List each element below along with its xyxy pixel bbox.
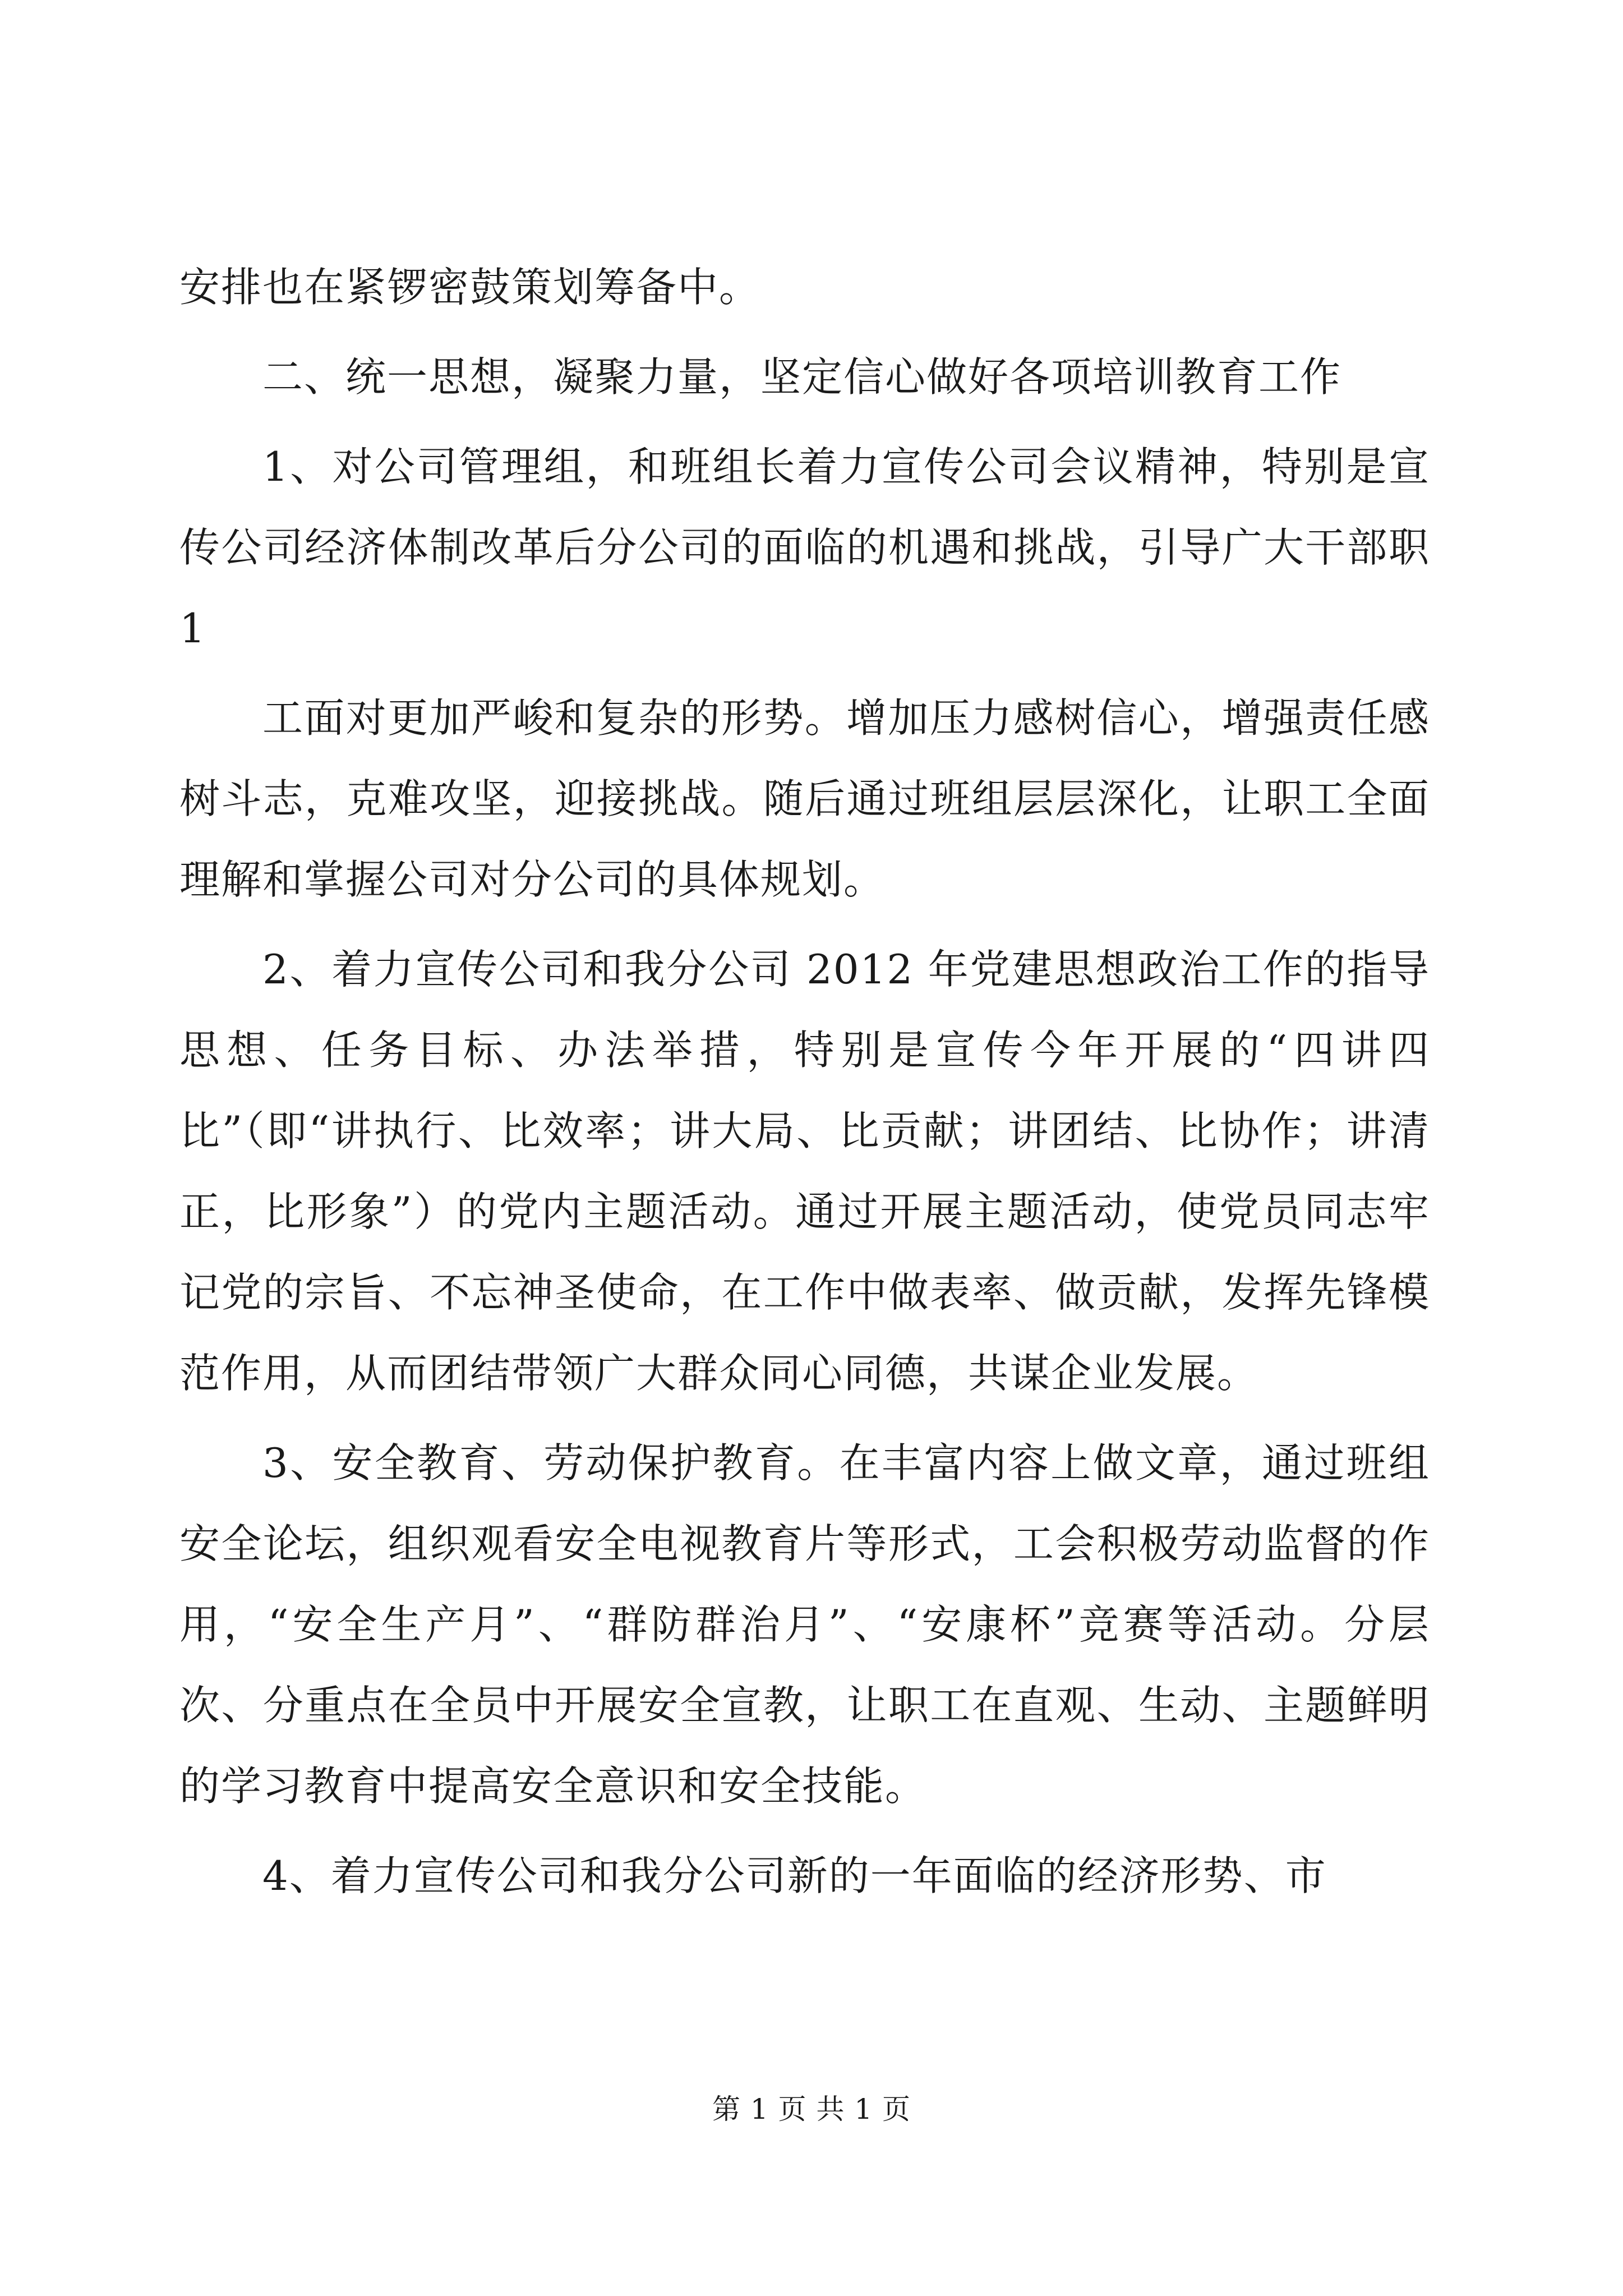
paragraph-7: 4、着力宣传公司和我分公司新的一年面临的经济形势、市 [262,1852,1327,1899]
paragraph-1: 安排也在紧锣密鼓策划筹备中。 [179,264,761,311]
paragraph-6: 3、安全教育、劳动保护教育。在丰富内容上做文章，通过班组安全论坛，组织观看安全电视教育片等形式，工会积极劳动监督的作用，“安全生产月”、“群防群治月”、“安康杯”竞赛等活动。分层次、分重点在全员中开展安全宣教，让职工在直观、生动、主题鲜明的学习教育中提高安全意识和安全技能。 [179,1439,1430,1810]
paragraph-4: 工面对更加严峻和复杂的形势。增加压力感树信心，增强责任感树斗志，克难攻坚，迎接挑战。随后通过班组层层深化，让职工全面理解和掌握公司对分公司的具体规划。 [179,694,1430,903]
page-number-label: 第 1 页 共 1 页 [712,2093,911,2125]
paragraph-2-heading: 二、统一思想，凝聚力量，坚定信心做好各项培训教育工作 [262,353,1342,401]
document-body [179,247,1430,1925]
paragraph-5: 2、着力宣传公司和我分公司 2012 年党建思想政治工作的指导思想、任务目标、办法举措，特别是宣传今年开展的“四讲四比”（即“讲执行、比效率；讲大局、比贡献；讲团结、比协作；讲清正，比形象”）的党内主题活动。通过开展主题活动，使党员同志牢记党的宗旨、不忘神圣使命，在工作中做表率、做贡献，发挥先锋模范作用，从而团结带领广大群众同心同德，共谋企业发展。 [179,946,1430,1397]
page-footer [0,2087,1623,2127]
paragraph-3: 1、对公司管理组，和班组长着力宣传公司会议精神，特别是宣传公司经济体制改革后分公司的面临的机遇和挑战，引导广大干部职 1 [179,443,1430,652]
